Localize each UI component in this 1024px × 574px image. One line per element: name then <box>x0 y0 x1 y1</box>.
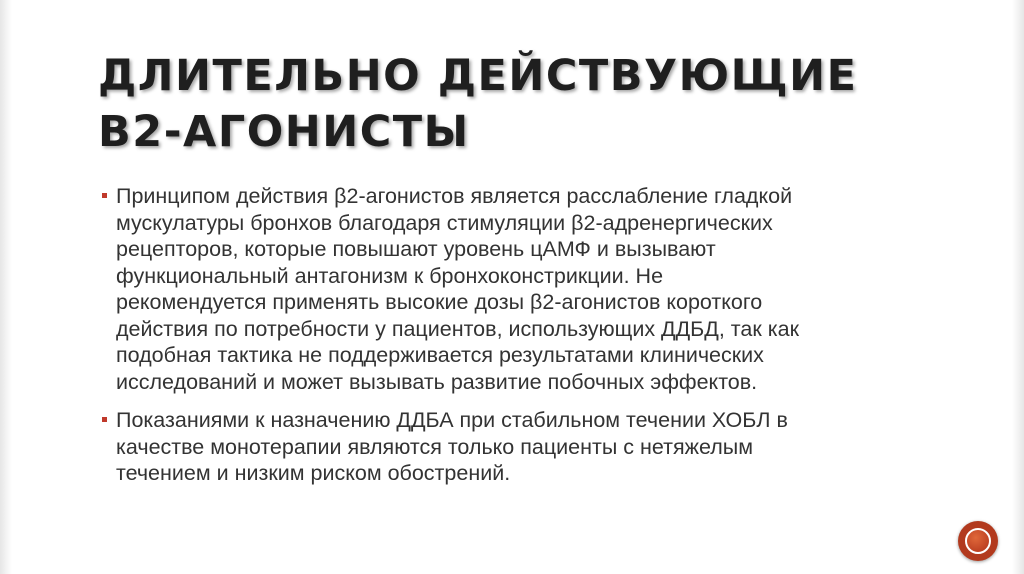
slide-edge-left <box>0 0 12 574</box>
circle-button-inner <box>965 528 991 554</box>
bullet-1-line-4: функциональный антагонизм к бронхоконстрикции. Не <box>116 263 664 288</box>
bullet-marker-icon <box>102 193 107 198</box>
bullet-1-line-1: Принципом действия β2-агонистов является расслабление гладкой <box>116 184 793 208</box>
bullet-item-2 <box>102 407 932 487</box>
slide-title-line-1: ДЛИТЕЛЬНО ДЕЙСТВУЮЩИЕ <box>98 51 858 101</box>
slide-title <box>98 48 978 160</box>
bullet-2-line-3: течением и низким риском обострений. <box>116 461 511 485</box>
bullet-1-line-7: подобная тактика не поддерживается результатами клинических <box>116 343 764 367</box>
bullet-2-line-2: качестве монотерапии являются только пациенты с нетяжелым <box>116 434 754 459</box>
bullet-list <box>102 183 932 499</box>
slide-title-line-2: В2-АГОНИСТЫ <box>98 107 470 157</box>
slide-edge-right <box>1012 0 1024 574</box>
bullet-item-1 <box>102 183 932 395</box>
bullet-marker-icon <box>102 417 107 422</box>
bullet-1-line-8: исследований и может вызывать развитие побочных эффектов. <box>116 369 758 394</box>
bullet-1-line-5: рекомендуется применять высокие дозы β2-агонистов короткого <box>116 290 763 314</box>
bullet-1-line-3: рецепторов, которые повышают уровень цАМФ и вызывают <box>116 237 716 261</box>
bullet-2-line-1: Показаниями к назначению ДДБА при стабильном течении ХОБЛ в <box>116 408 788 432</box>
bullet-1-line-2: мускулатуры бронхов благодаря стимуляции β2-адренергических <box>116 210 773 235</box>
bullet-1-line-6: действия по потребности у пациентов, использующих ДДБД, так как <box>116 316 799 341</box>
circle-button-icon[interactable] <box>958 521 998 561</box>
